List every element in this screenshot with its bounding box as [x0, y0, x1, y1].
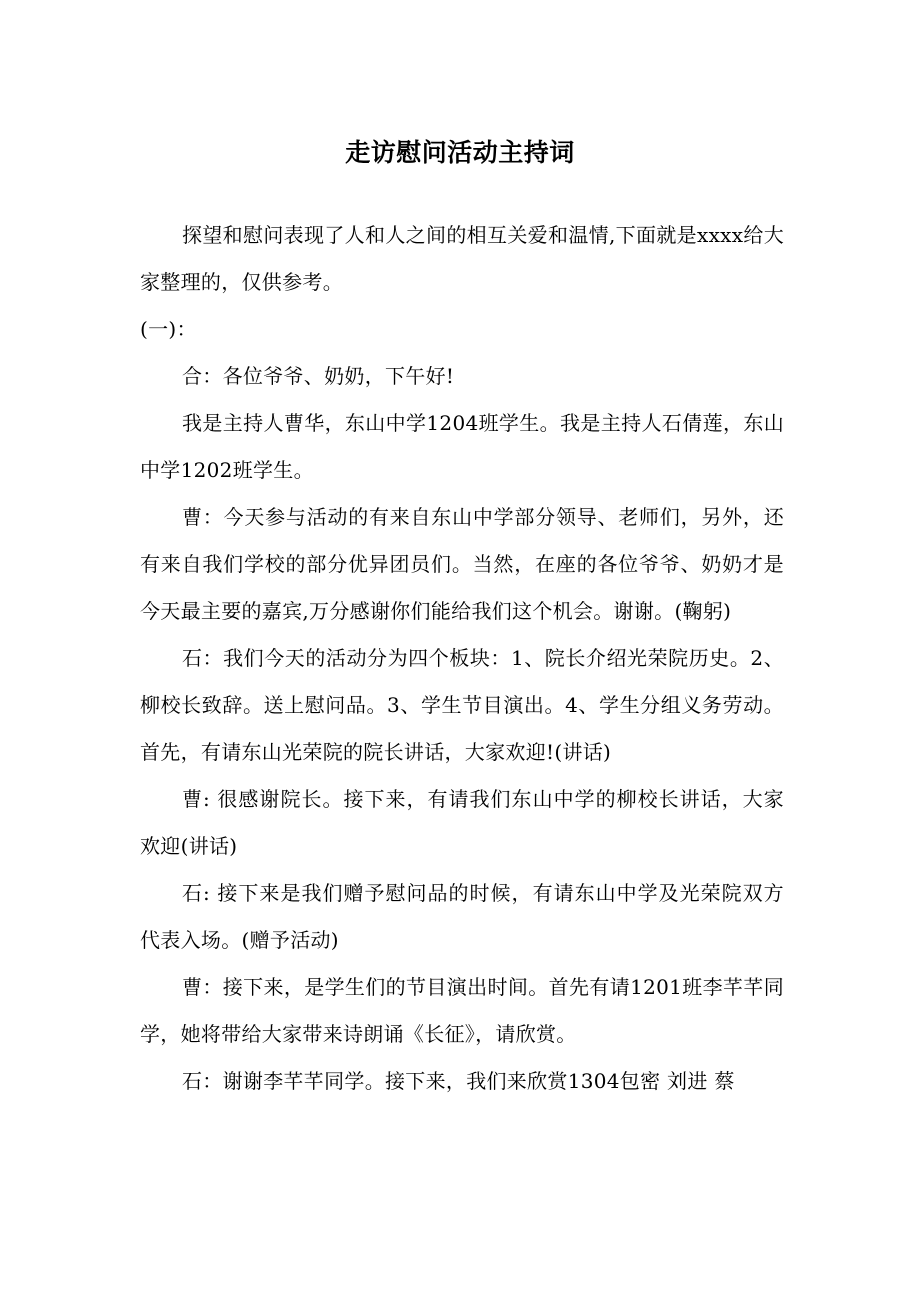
- document-title: 走访慰问活动主持词: [345, 137, 575, 167]
- paragraph: (一)：: [140, 317, 197, 341]
- paragraph: 石: 接下来是我们赠予慰问品的时候，有请东山中学及光荣院双方代表入场。(赠予活动): [140, 881, 784, 952]
- paragraph: 探望和慰问表现了人和人之间的相互关爱和温情,下面就是xxxx给大家整理的，仅供参考。: [140, 223, 784, 294]
- paragraph: 曹: 很感谢院长。接下来，有请我们东山中学的柳校长讲话，大家欢迎(讲话): [140, 787, 784, 858]
- document-body: [140, 212, 784, 1105]
- paragraph: 石：我们今天的活动分为四个板块：1、院长介绍光荣院历史。2、柳校长致辞。送上慰问品。3、学生节目演出。4、学生分组义务劳动。首先，有请东山光荣院的院长讲话，大家欢迎!(讲话): [140, 646, 784, 764]
- paragraph: 我是主持人曹华，东山中学1204班学生。我是主持人石倩莲，东山中学1202班学生。: [140, 411, 784, 482]
- paragraph: 曹：今天参与活动的有来自东山中学部分领导、老师们，另外，还有来自我们学校的部分优异团员们。当然，在座的各位爷爷、奶奶才是今天最主要的嘉宾,万分感谢你们能给我们这个机会。谢谢。(鞠躬): [140, 505, 784, 623]
- paragraph: 石：谢谢李芊芊同学。接下来，我们来欣赏1304包密 刘进 蔡: [182, 1069, 735, 1093]
- paragraph: 曹：接下来，是学生们的节目演出时间。首先有请1201班李芊芊同学，她将带给大家带来诗朗诵《长征》，请欣赏。: [140, 975, 784, 1046]
- paragraph: 合：各位爷爷、奶奶，下午好!: [182, 364, 455, 388]
